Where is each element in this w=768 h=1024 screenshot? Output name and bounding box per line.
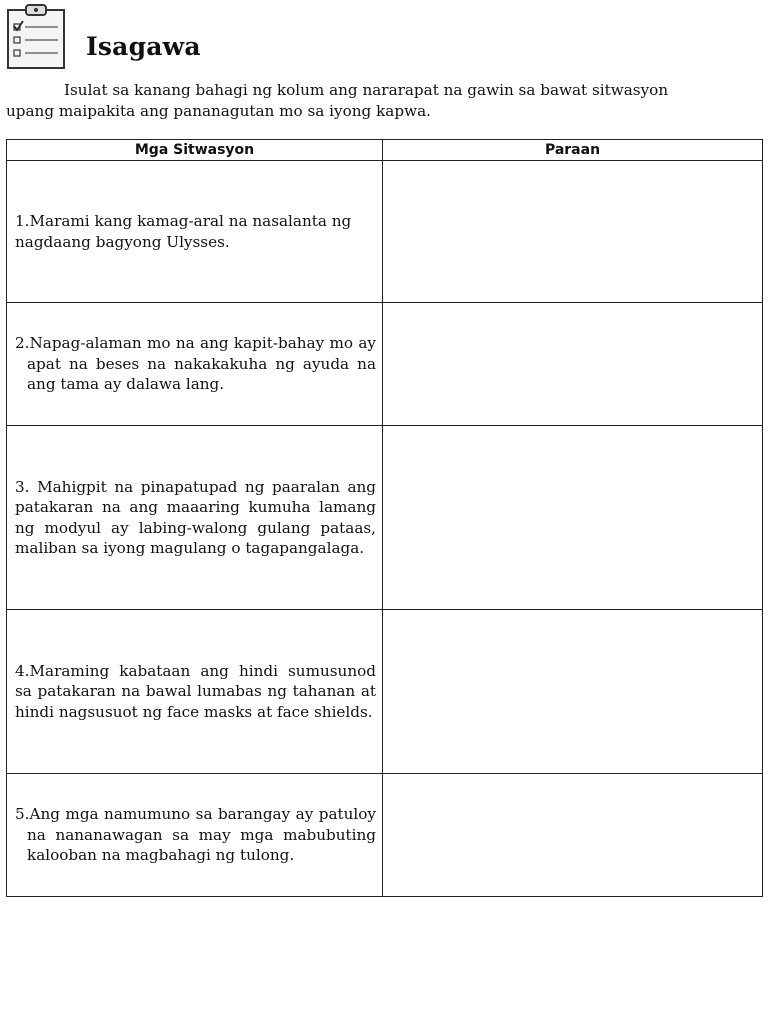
situation-cell	[7, 303, 383, 426]
table-row	[7, 161, 763, 303]
table-row	[7, 426, 763, 610]
paraan-answer-cell[interactable]	[383, 426, 763, 610]
situation-text: 2.Napag-alaman mo na ang kapit-bahay mo ay apat na beses na nakakakuha ng ayuda na ang tama ay dalawa lang.	[15, 334, 376, 394]
situation-text: 3. Mahigpit na pinapatupad ng paaralan ang patakaran na ang maaaring kumuha lamang ng modyul ay labing-walong gulang pataas, maliban sa iyong magulang o tagapangalaga.	[15, 477, 376, 557]
situation-text: 1.Marami kang kamag-aral na nasalanta ng nagdaang bagyong Ulysses.	[15, 212, 352, 251]
instructions-line-2: upang maipakita ang pananagutan mo sa iyong kapwa.	[6, 102, 431, 120]
column-header-paraan: Paraan	[383, 140, 763, 161]
situation-text: 5.Ang mga namumuno sa barangay ay patuloy na nananawagan sa may mga mabubuting kalooban na magbahagi ng tulong.	[15, 805, 376, 865]
table-row	[7, 610, 763, 774]
instructions-line-1: Isulat sa kanang bahagi ng kolum ang nararapat na gawin sa bawat sitwasyon	[64, 81, 669, 99]
clipboard-checklist-icon	[6, 4, 66, 70]
situations-table	[6, 139, 763, 897]
table-row	[7, 303, 763, 426]
table-row	[7, 774, 763, 897]
column-header-situations: Mga Sitwasyon	[7, 140, 383, 161]
situation-cell	[7, 426, 383, 610]
situation-cell	[7, 161, 383, 303]
paraan-answer-cell[interactable]	[383, 303, 763, 426]
situation-cell	[7, 774, 383, 897]
paraan-answer-cell[interactable]	[383, 161, 763, 303]
page-title: Isagawa	[86, 32, 201, 61]
paraan-answer-cell[interactable]	[383, 774, 763, 897]
situation-cell	[7, 610, 383, 774]
header	[6, 4, 766, 70]
paraan-answer-cell[interactable]	[383, 610, 763, 774]
table-header-row	[7, 140, 763, 161]
situation-text: 4.Maraming kabataan ang hindi sumusunod sa patakaran na bawal lumabas ng tahanan at hindi nagsusuot ng face masks at face shields.	[15, 661, 376, 721]
instructions	[6, 80, 762, 122]
